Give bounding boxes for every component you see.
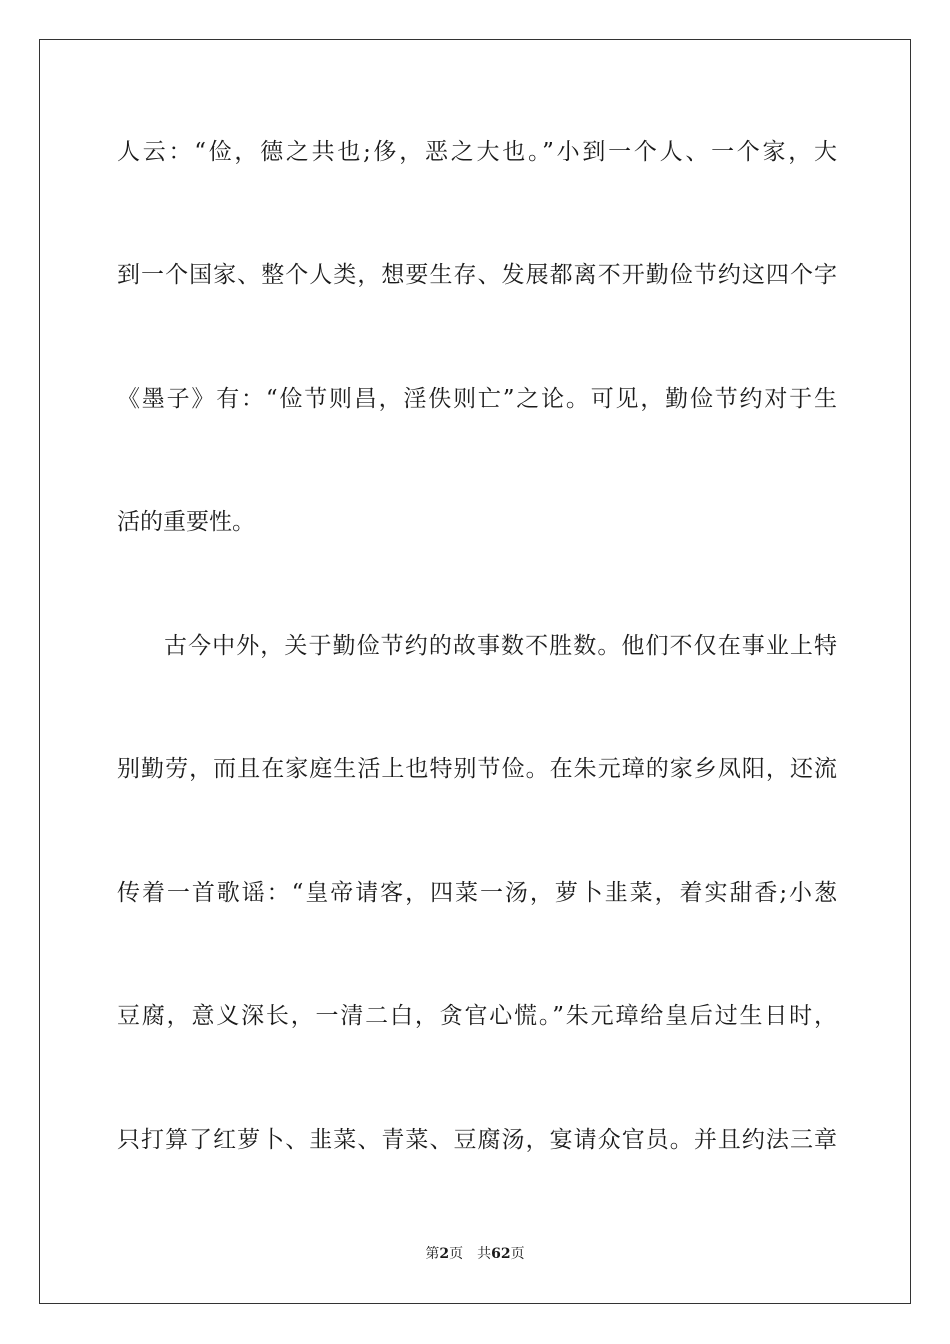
total-suffix: 页	[510, 1246, 525, 1262]
paragraph-line-7: 传着一首歌谣：“皇帝请客，四菜一汤，萝卜韭菜，着实甜香;小葱	[117, 880, 837, 906]
paragraph-line-6: 别勤劳，而且在家庭生活上也特别节俭。在朱元璋的家乡凤阳，还流	[117, 756, 837, 782]
paragraph-line-9: 只打算了红萝卜、韭菜、青菜、豆腐汤，宴请众官员。并且约法三章	[117, 1127, 837, 1153]
paragraph-line-2: 到一个国家、整个人类，想要生存、发展都离不开勤俭节约这四个字	[117, 262, 837, 288]
total-pages: 62	[491, 1246, 511, 1262]
page-prefix: 第	[425, 1246, 440, 1262]
paragraph-line-3: 《墨子》有：“俭节则昌，淫佚则亡”之论。可见，勤俭节约对于生	[117, 386, 837, 412]
paragraph-line-8: 豆腐，意义深长，一清二白，贪官心慌。”朱元璋给皇后过生日时，	[117, 1003, 837, 1029]
paragraph-line-1: 人云：“俭，德之共也;侈，恶之大也。”小到一个人、一个家，大	[117, 139, 837, 165]
page-border	[39, 39, 911, 1304]
page-number: 2	[439, 1246, 450, 1262]
page-suffix: 页	[449, 1246, 464, 1262]
page-footer	[0, 1244, 950, 1264]
paragraph-line-5: 古今中外，关于勤俭节约的故事数不胜数。他们不仅在事业上特	[164, 633, 837, 659]
paragraph-line-4: 活的重要性。	[117, 509, 255, 535]
total-prefix: 共	[477, 1246, 492, 1262]
